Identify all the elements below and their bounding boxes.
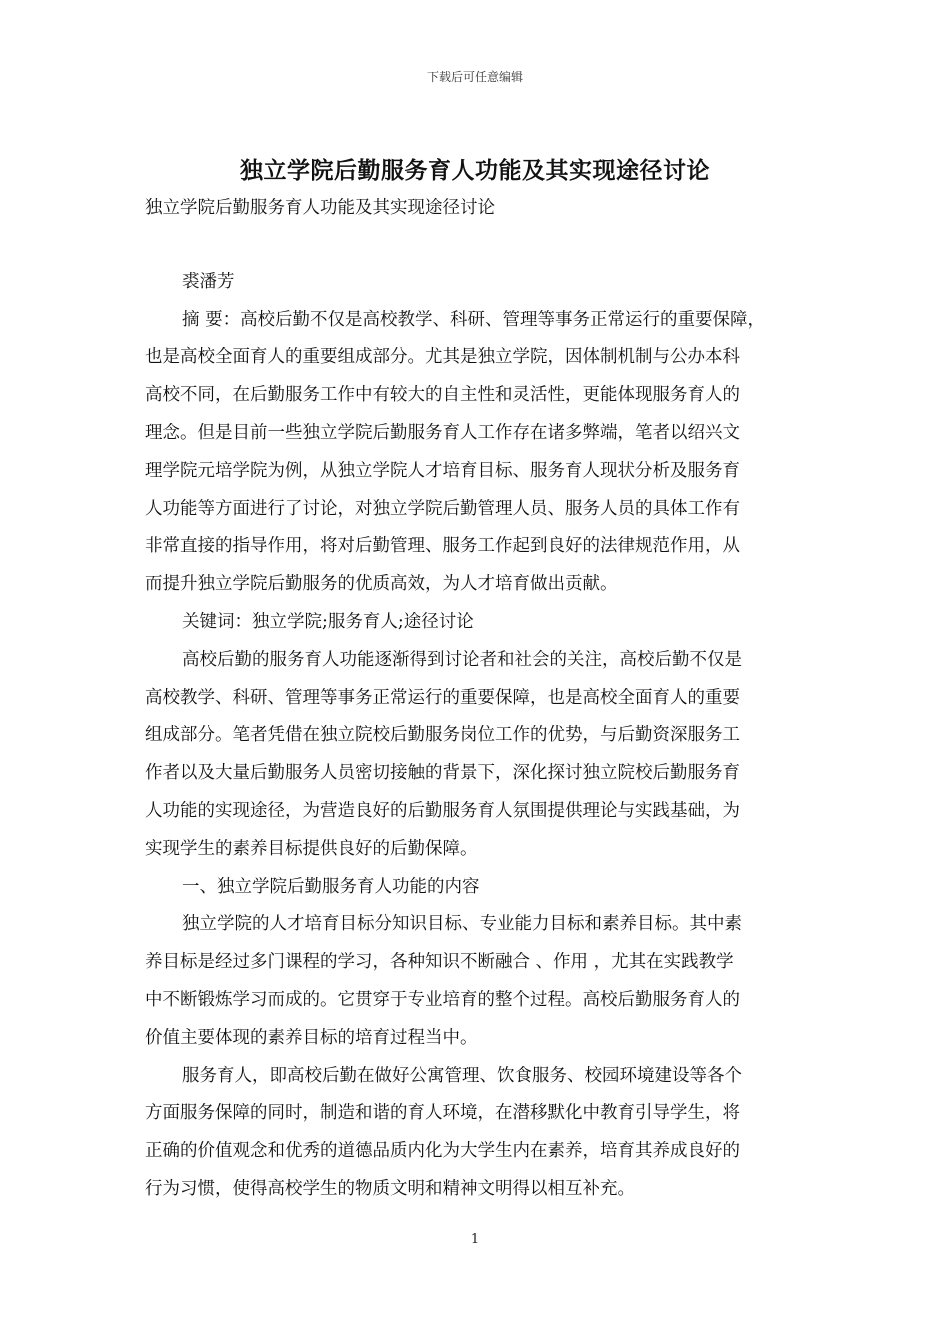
paragraph-line: 价值主要体现的素养目标的培育过程当中。 — [145, 1027, 478, 1048]
page-number: 1 — [470, 1232, 480, 1247]
abstract-line: 也是高校全面育人的重要组成部分。尤其是独立学院，因体制机制与公办本科 — [145, 347, 740, 368]
document-title: 独立学院后勤服务育人功能及其实现途径讨论 — [240, 157, 710, 184]
blank-line — [145, 228, 810, 264]
abstract-line: 而提升独立学院后勤服务的优质高效，为人才培育做出贡献。 — [145, 574, 618, 595]
intro-line: 高校教学、科研、管理等事务正常运行的重要保障，也是高校全面育人的重要 — [145, 687, 740, 708]
intro-line: 实现学生的素养目标提供良好的后勤保障。 — [145, 838, 478, 859]
abstract-line: 非常直接的指导作用，将对后勤管理、服务工作起到良好的法律规范作用，从 — [145, 536, 740, 557]
section1-paragraph-2 — [145, 1058, 810, 1209]
intro-line: 高校后勤的服务育人功能逐渐得到讨论者和社会的关注，高校后勤不仅是 — [182, 649, 742, 670]
abstract-line: 人功能等方面进行了讨论，对独立学院后勤管理人员、服务人员的具体工作有 — [145, 498, 740, 519]
paragraph-line: 行为习惯，使得高校学生的物质文明和精神文明得以相互补充。 — [145, 1178, 635, 1199]
abstract-line: 理学院元培学院为例，从独立学院人才培育目标、服务育人现状分析及服务育 — [145, 460, 740, 481]
paragraph-line: 正确的价值观念和优秀的道德品质内化为大学生内在素养，培育其养成良好的 — [145, 1141, 740, 1162]
keywords-line: 关键词：独立学院;服务育人;途径讨论 — [182, 611, 474, 632]
document-subtitle: 独立学院后勤服务育人功能及其实现途径讨论 — [145, 198, 495, 218]
paragraph-line: 中不断锻炼学习而成的。它贯穿于专业培育的整个过程。高校后勤服务育人的 — [145, 989, 740, 1010]
paragraph-line: 独立学院的人才培育目标分知识目标、专业能力目标和素养目标。其中素 — [182, 914, 742, 935]
author-name: 裘潘芳 — [182, 271, 235, 292]
section1-paragraph-1 — [145, 906, 810, 1057]
paragraph-line: 方面服务保障的同时，制造和谐的育人环境，在潜移默化中教育引导学生，将 — [145, 1103, 740, 1124]
header-note: 下载后可任意编辑 — [426, 70, 523, 84]
paragraph-line: 养目标是经过多门课程的学习，各种知识不断融合 、作用 ，尤其在实践教学 — [145, 952, 734, 973]
document-body — [145, 190, 810, 1209]
abstract-paragraph — [145, 302, 810, 604]
intro-line: 作者以及大量后勤服务人员密切接触的背景下，深化探讨独立院校后勤服务育 — [145, 763, 740, 784]
abstract-line: 摘 要：高校后勤不仅是高校教学、科研、管理等事务正常运行的重要保障， — [182, 309, 766, 330]
abstract-line: 高校不同，在后勤服务工作中有较大的自主性和灵活性，更能体现服务育人的 — [145, 385, 740, 406]
intro-line: 组成部分。笔者凭借在独立院校后勤服务岗位工作的优势，与后勤资深服务工 — [145, 725, 740, 746]
paragraph-line: 服务育人，即高校后勤在做好公寓管理、饮食服务、校园环境建设等各个 — [182, 1065, 742, 1086]
intro-line: 人功能的实现途径，为营造良好的后勤服务育人氛围提供理论与实践基础，为 — [145, 800, 740, 821]
abstract-line: 理念。但是目前一些独立学院后勤服务育人工作存在诸多弊端，笔者以绍兴文 — [145, 422, 740, 443]
intro-paragraph — [145, 642, 810, 869]
section-heading: 一、独立学院后勤服务育人功能的内容 — [182, 876, 480, 897]
